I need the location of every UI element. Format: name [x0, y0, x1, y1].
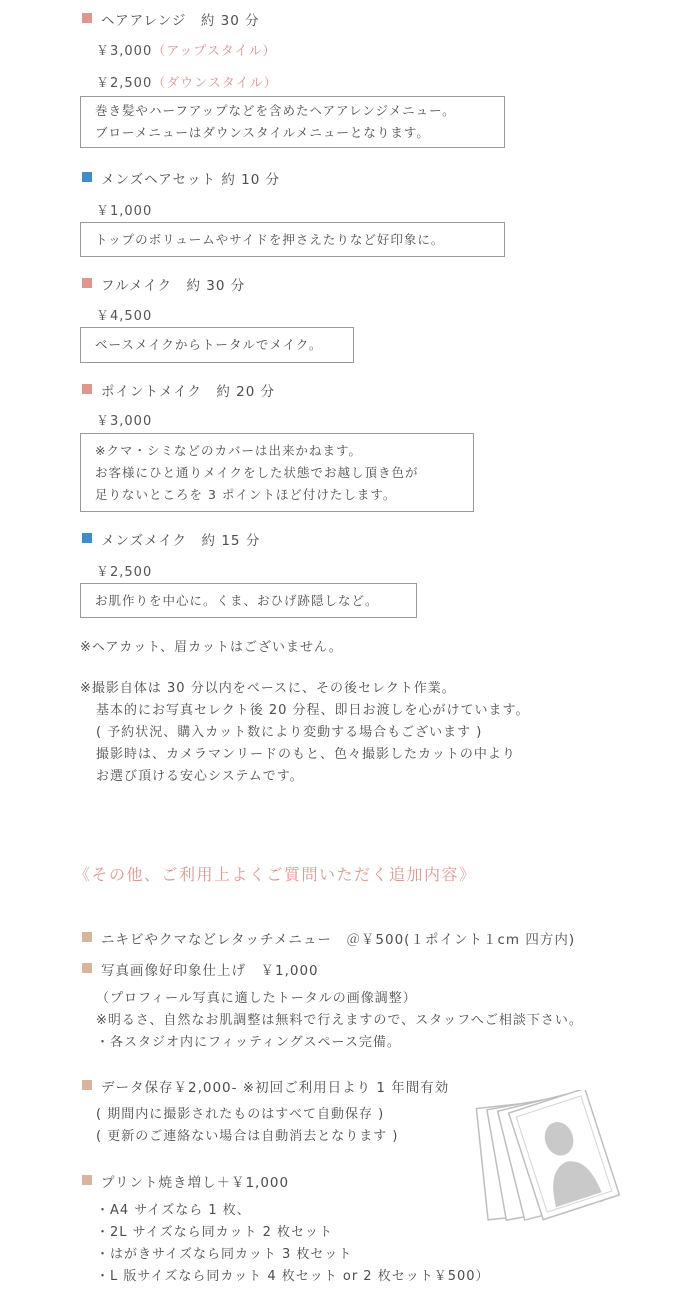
description-line: お肌作りを中心に。くま、おひげ跡隠しなど。	[95, 592, 379, 608]
price-note: （アップスタイル）	[152, 44, 277, 59]
detail-line: ・A4 サイズなら 1 枚、	[96, 1203, 251, 1218]
description-box-mens-hairset	[80, 222, 505, 257]
blue-square-bullet	[82, 533, 92, 543]
extra-print-details	[96, 1200, 490, 1288]
price-up-style	[96, 40, 277, 59]
pink-square-bullet	[82, 384, 92, 394]
extra-photo-finish-title: 写真画像好印象仕上げ ￥1,000	[101, 963, 319, 979]
extra-data-save-details	[96, 1104, 398, 1148]
pink-square-bullet	[82, 278, 92, 288]
detail-line: ※明るさ、自然なお肌調整は無料で行えますので、スタッフへご相談下さい。	[96, 1013, 583, 1028]
extra-photo-finish-details	[96, 988, 583, 1054]
price-note: （ダウンスタイル）	[152, 76, 278, 91]
menu-title-mens-makeup: メンズメイク 約 15 分	[101, 533, 261, 549]
extra-data-save-title: データ保存￥2,000- ※初回ご利用日より 1 年間有効	[101, 1080, 450, 1096]
menu-title-point-makeup: ポイントメイク 約 20 分	[101, 384, 276, 400]
price-full-makeup: ￥4,500	[96, 309, 153, 324]
stacked-photo-prints-icon	[470, 1090, 620, 1230]
menu-title-full-makeup: フルメイク 約 30 分	[101, 278, 246, 294]
description-box-mens-makeup	[80, 583, 417, 618]
description-line: ベースメイクからトータルでメイク。	[95, 337, 323, 352]
price-value: ￥2,500	[96, 76, 153, 91]
note-line: 撮影時は、カメラマンリードのもと、色々撮影したカットの中より	[96, 747, 516, 762]
description-line: ブローメニューはダウンスタイルメニューとなります。	[95, 125, 430, 140]
menu-title-hair-arrange: ヘアアレンジ 約 30 分	[101, 13, 260, 29]
detail-line: ( 期間内に撮影されたものはすべて自動保存 )	[96, 1107, 385, 1122]
note-line: 基本的にお写真セレクト後 20 分程、即日お渡しを心がけています。	[96, 703, 530, 718]
note-line: お選び頂ける安心システムです。	[96, 769, 304, 784]
note-cut: ※ヘアカット、眉カットはございません。	[80, 640, 343, 655]
detail-line: ( 更新のご連絡ない場合は自動消去となります )	[96, 1129, 399, 1144]
detail-line: ・はがきサイズなら同カット 3 枚セット	[96, 1247, 353, 1262]
detail-line: ・各スタジオ内にフィッティングスペース完備。	[96, 1035, 401, 1050]
section-heading-other: 《その他、ご利用上よくご質問いただく追加内容》	[74, 865, 477, 884]
description-line: 巻き髪やハーフアップなどを含めたヘアアレンジメニュー。	[95, 103, 456, 118]
note-line: ( 予約状況、購入カット数により変動する場合もございます )	[96, 725, 483, 740]
detail-line: ・2L サイズなら同カット 2 枚セット	[96, 1225, 334, 1240]
beige-square-bullet	[82, 963, 92, 973]
description-line: 足りないところを 3 ポイントほど付けたします。	[95, 486, 397, 502]
price-mens-hairset: ￥1,000	[96, 204, 153, 219]
price-mens-makeup: ￥2,500	[96, 565, 153, 580]
price-value: ￥3,000	[96, 44, 153, 59]
beige-square-bullet	[82, 1080, 92, 1090]
beige-square-bullet	[82, 932, 92, 942]
price-down-style	[96, 72, 278, 91]
note-line: ※撮影自体は 30 分以内をベースに、その後セレクト作業。	[80, 681, 456, 696]
description-line: トップのボリュームやサイドを押さえたりなど好印象に。	[95, 231, 445, 247]
blue-square-bullet	[82, 172, 92, 182]
menu-title-mens-hairset: メンズヘアセット 約 10 分	[101, 172, 281, 188]
price-point-makeup: ￥3,000	[96, 414, 153, 429]
description-line: お客様にひと通りメイクをした状態でお越し頂き色が	[95, 464, 419, 480]
description-box-point-makeup	[80, 433, 474, 512]
extra-print-title: プリント焼き増し＋￥1,000	[101, 1175, 290, 1191]
note-shooting	[80, 678, 530, 788]
beige-square-bullet	[82, 1175, 92, 1185]
description-box-full-makeup	[80, 327, 354, 363]
extra-retouch: ニキビやクマなどレタッチメニュー ＠￥500(１ポイント１cm 四方内)	[101, 932, 576, 948]
detail-line: ・L 版サイズなら同カット 4 枚セット or 2 枚セット￥500）	[96, 1269, 490, 1284]
description-line: ※クマ・シミなどのカバーは出来かねます。	[95, 442, 362, 458]
detail-line: （プロフィール写真に適したトータルの画像調整）	[96, 991, 417, 1006]
pink-square-bullet	[82, 13, 92, 23]
description-box-hair-arrange	[80, 96, 505, 148]
